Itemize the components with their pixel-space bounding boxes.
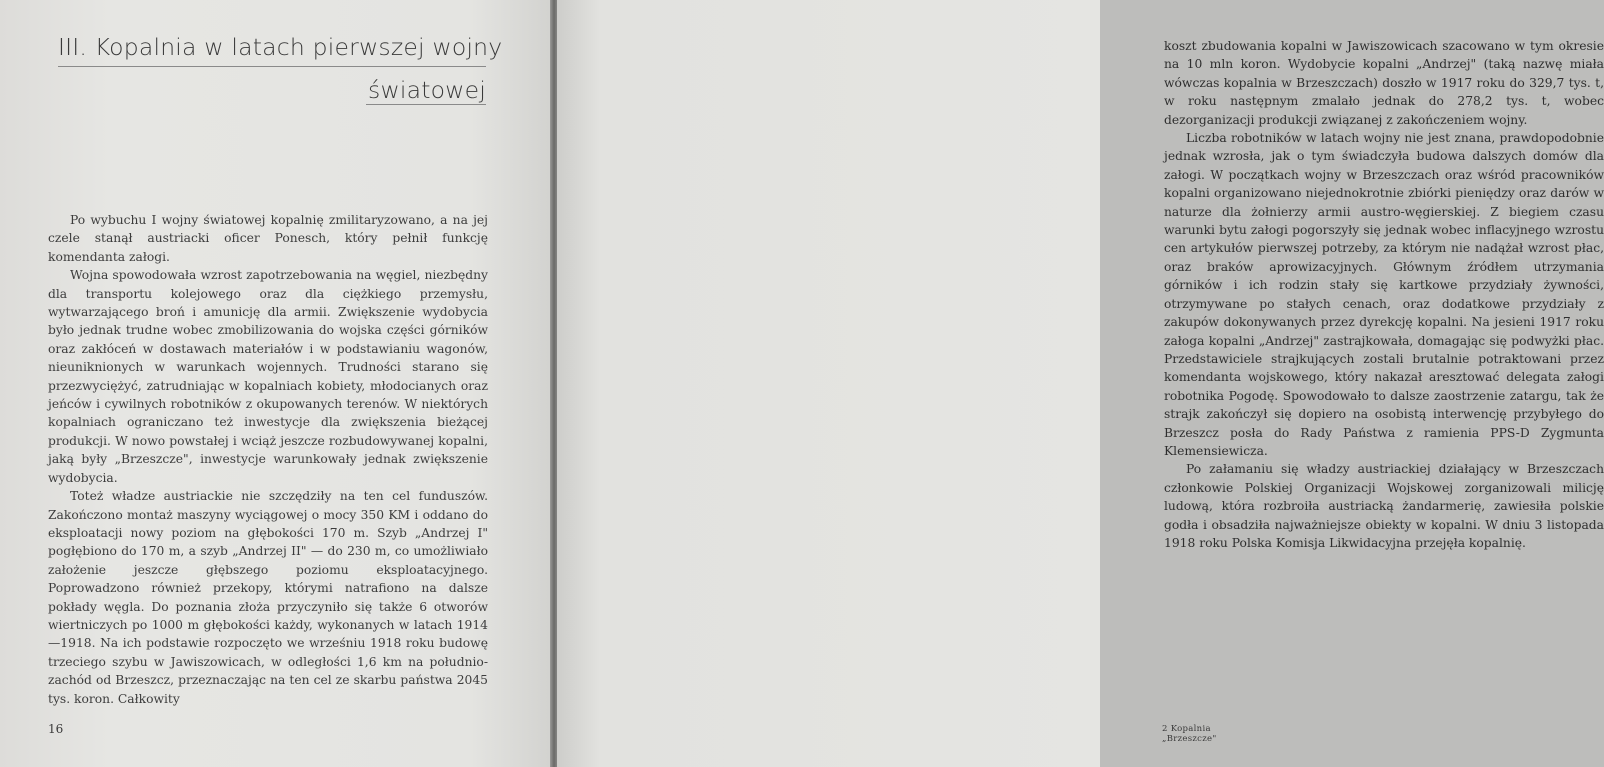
- paragraph: Toteż władze austriackie nie szczędziły na ten cel funduszów. Zakończono montaż maszyny wyciągowej o mocy 350 KM i oddano do eksploatacji nowy poziom na głębokości 170 m. Szyb „Andrzej I" pogłębiono do 170 m, a szyb „Andrzej II" — do 230 m, co umożliwiało założenie jeszcze głębszego poziomu eksploatacyjnego. Poprowadzono również przekopy, którymi natrafiono na dalsze pokłady węgla. Do poznania złoża przyczyniło się także 6 otworów wiertniczych po 1000 m głębokości każdy, wykonanych w latach 1914—1918. Na ich podstawie rozpoczęto we wrześniu 1918 roku budowę trzeciego szybu w Jawiszowicach, w odległości 1,6 km na południo-zachód od Brzeszcz, przeznaczając na ten cel ze skarbu państwa 2045 tys. koron. Całkowity: [48, 489, 488, 706]
- paragraph: Po wybuchu I wojny światowej kopalnię zmilitaryzowano, a na jej czele stanął austriacki oficer Ponesch, który pełnił funkcję komendanta załogi.: [48, 213, 488, 264]
- chapter-title-line-2: światowej: [368, 76, 486, 104]
- right-page: [557, 0, 1604, 767]
- signature-footer: 2 Kopalnia „Brzeszcze": [1162, 724, 1217, 744]
- paragraph-continued: koszt zbudowania kopalni w Jawiszowicach szacowano w tym okresie na 10 mln koron. Wydobycie kopalni „Andrzej" (taką nazwę miała wówczas kopalnia w Brzeszczach) doszło w 1917 roku do 329,7 tys. t, w roku następnym zmalało jednak do 278,2 tys. t, wobec dezorganizacji produkcji związanej z zakończeniem wojny.: [1164, 39, 1604, 127]
- title-underline: [366, 104, 486, 105]
- chapter-title-line-1: III. Kopalnia w latach pierwszej wojny: [58, 32, 486, 67]
- paragraph: Wojna spowodowała wzrost zapotrzebowania na węgiel, niezbędny dla transportu kolejowego oraz dla ciężkiego przemysłu, wytwarzającego broń i amunicję dla armii. Zwiększenie wydobycia było jednak trudne wobec zmobilizowania do wojska części górników oraz zakłóceń w dostawach materiałów i w podstawianiu wagonów, nieuniknionych w warunkach wojennych. Trudności starano się przezwyciężyć, zatrudniając w kopalniach kobiety, młodocianych oraz jeńców i cywilnych robotników z okupowanych terenów. W niektórych kopalniach ograniczano też inwestycje dla zwiększenia bieżącej produkcji. W nowo powstałej i wciąż jeszcze rozbudowywanej kopalni, jaką były „Brzeszcze", inwestycje warunkowały jednak zwiększenie wydobycia.: [48, 268, 488, 485]
- page-number: 16: [48, 722, 64, 736]
- left-page: [0, 0, 553, 767]
- paragraph: Po załamaniu się władzy austriackiej działający w Brzeszczach członkowie Polskiej Organizacji Wojskowej zorganizowali milicję ludową, która rozbroiła austriacką żandarmerię, zawiesiła polskie godła i obsadziła najważniejsze obiekty w kopalni. W dniu 3 listopada 1918 roku Polska Komisja Likwidacyjna przejęła kopalnię.: [1164, 462, 1604, 550]
- chapter-title: [58, 32, 503, 105]
- paragraph: Liczba robotników w latach wojny nie jest znana, prawdopodobnie jednak wzrosła, jak o tym świadczyła budowa dalszych domów dla załogi. W początkach wojny w Brzeszczach oraz wśród pracowników kopalni organizowano niejednokrotnie zbiórki pieniędzy oraz darów w naturze dla żołnierzy armii austro-węgierskiej. Z biegiem czasu warunki bytu załogi pogorszyły się jednak wobec inflacyjnego wzrostu cen artykułów pierwszej potrzeby, za którym nie nadążał wzrost płac, oraz braków aprowizacyjnych. Głównym źródłem utrzymania górników i ich rodzin stały się kartkowe przydziały żywności, otrzymywane po stałych cenach, oraz dodatkowe przydziały z zakupów dokonywanych przez dyrekcję kopalni. Na jesieni 1917 roku załoga kopalni „Andrzej" zastrajkowała, domagając się podwyżki płac. Przedstawiciele strajkujących zostali brutalnie potraktowani przez komendanta wojskowego, który nakazał aresztować delegata załogi robotnika Pogodę. Spowodowało to dalsze zaostrzenie zatargu, tak że strajk zakończył się dopiero na osobistą interwencję przybyłego do Brzeszcz posła do Rady Państwa z ramienia PPS-D Zygmunta Klemensiewicza.: [1164, 131, 1604, 458]
- left-body-text: [48, 211, 488, 708]
- right-body-text: [1164, 37, 1604, 552]
